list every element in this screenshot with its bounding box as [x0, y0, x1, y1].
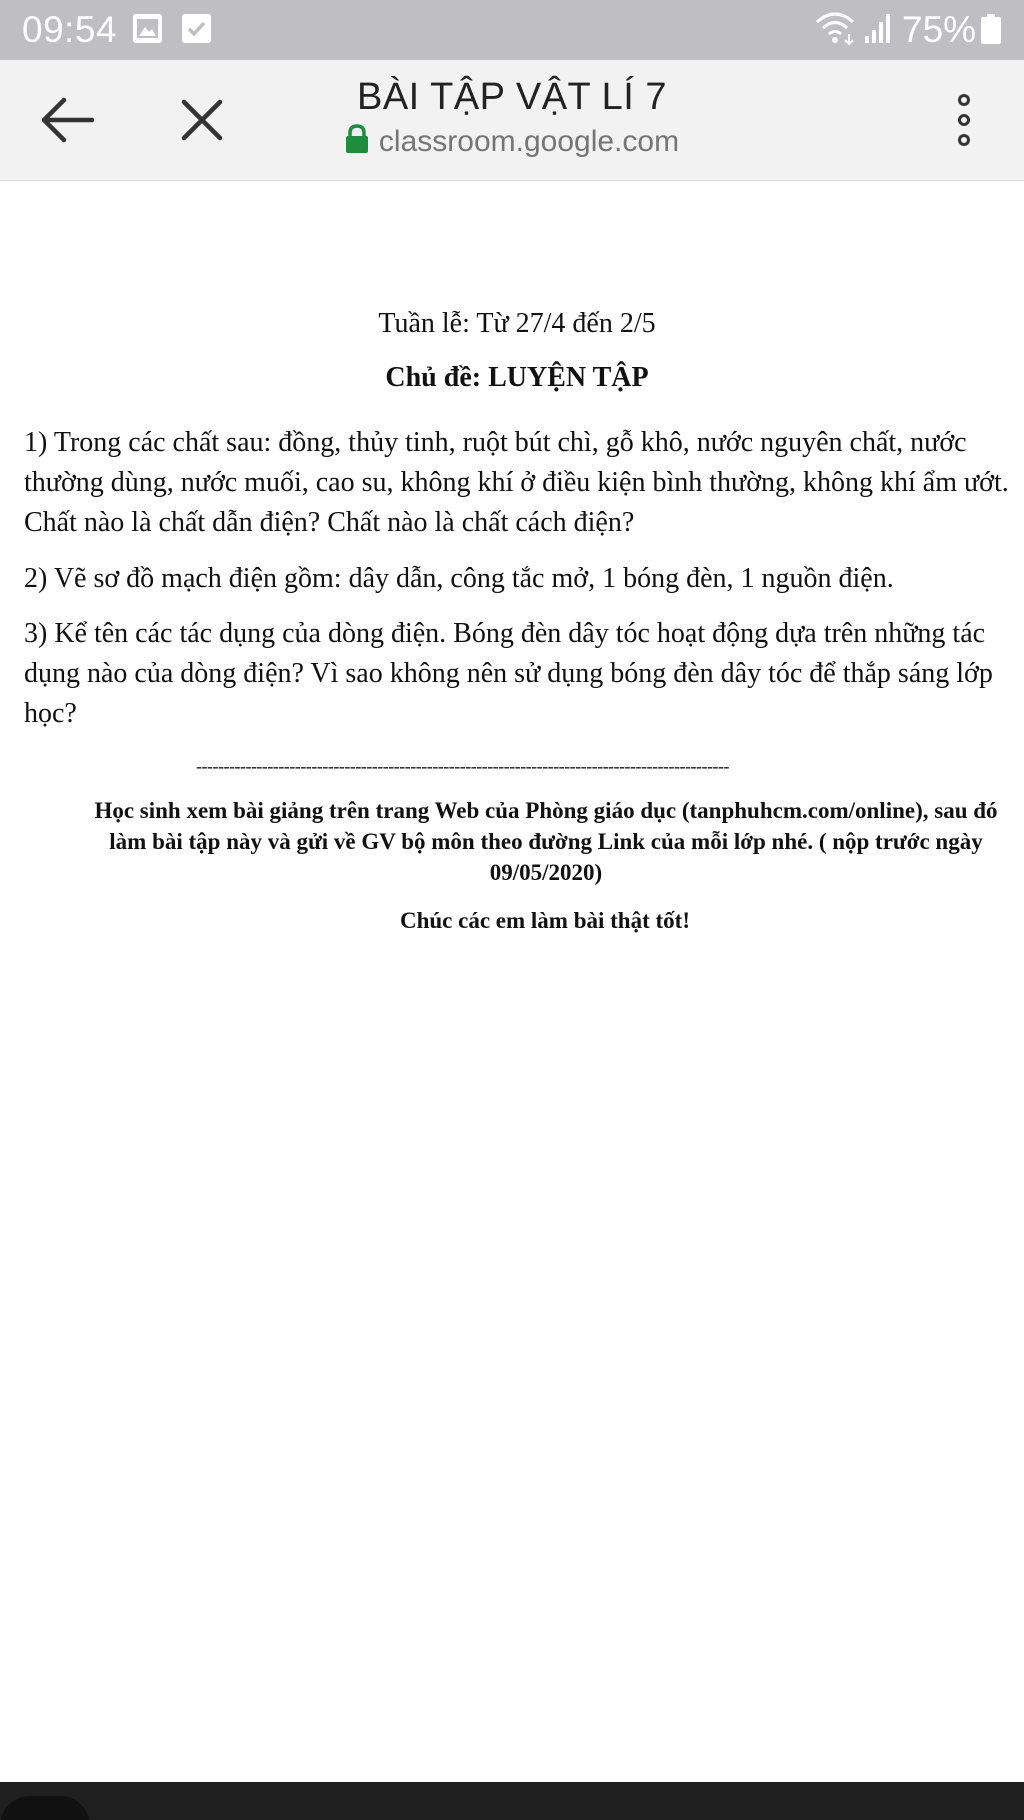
gallery-icon [133, 14, 162, 43]
status-time: 09:54 [22, 9, 118, 50]
status-bar [0, 0, 1024, 60]
more-options-button[interactable] [946, 86, 982, 154]
document-body [0, 181, 1024, 1781]
checkbox-icon [182, 14, 211, 43]
question-1: 1) Trong các chất sau: đồng, thủy tinh, ruột bút chì, gỗ khô, nước nguyên chất, nước thường dùng, nước muối, cao su, không khí ở điều kiện bình thường, không khí ẩm ướt. Chất nào là chất dẫn điện? Chất nào là chất cách điện? [24, 427, 1009, 538]
more-vert-icon [946, 86, 982, 154]
back-arrow-icon [38, 94, 100, 146]
signal-icon [863, 12, 893, 44]
wifi-icon [815, 10, 859, 48]
close-button[interactable] [172, 90, 232, 150]
back-button[interactable] [38, 94, 100, 146]
navigation-bar [0, 1782, 1024, 1820]
lock-icon [345, 124, 369, 154]
topic-heading: Chủ đề: LUYỆN TẬP [385, 362, 649, 393]
url-display[interactable] [300, 122, 724, 162]
week-heading: Tuần lễ: Từ 27/4 đến 2/5 [378, 308, 656, 339]
divider-line: ------------------------------------------------------------------------------------------------- [196, 756, 729, 776]
question-2: 2) Vẽ sơ đồ mạch điện gồm: dây dẫn, công tắc mở, 1 bóng đèn, 1 nguồn điện. [24, 563, 894, 594]
url-text: classroom.google.com [378, 125, 680, 158]
close-icon [172, 90, 232, 150]
home-button[interactable] [0, 1796, 90, 1820]
page-title: BÀI TẬP VẬT LÍ 7 [356, 76, 668, 118]
instruction-note: Học sinh xem bài giảng trên trang Web của Phòng giáo dục (tanphuhcm.com/online), sau đó làm bài tập này và gửi về GV bộ môn theo đường Link của mỗi lớp nhé. ( nộp trước ngày 09/05/2020) [94, 798, 998, 885]
battery-percent: 75% [902, 9, 977, 50]
browser-toolbar [0, 60, 1024, 181]
question-3: 3) Kể tên các tác dụng của dòng điện. Bóng đèn dây tóc hoạt động dựa trên những tác dụng nào của dòng điện? Vì sao không nên sử dụng bóng đèn dây tóc để thắp sáng lớp học? [24, 618, 993, 729]
battery-icon [981, 14, 1001, 44]
closing-message: Chúc các em làm bài thật tốt! [399, 908, 690, 933]
